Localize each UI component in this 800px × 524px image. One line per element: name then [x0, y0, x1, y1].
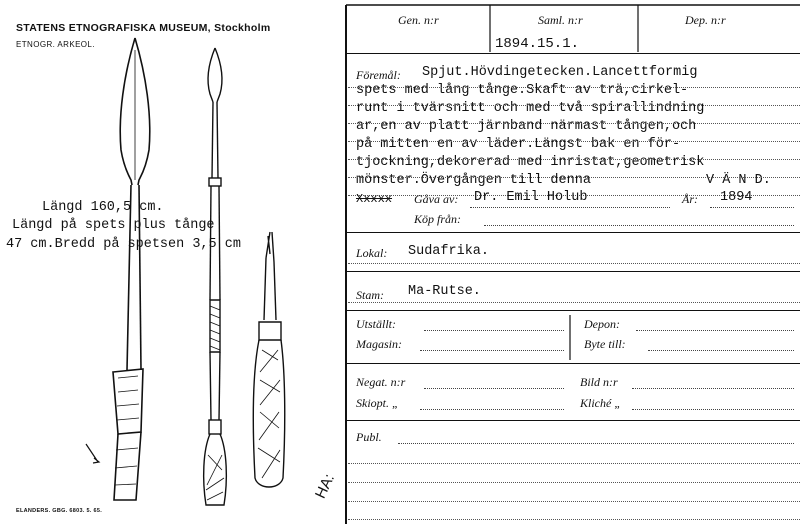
spear-middle	[204, 48, 227, 505]
desc-line-4: ar,en av platt järnband närmast tången,och	[356, 119, 697, 134]
bild-label: Bild n:r	[580, 375, 618, 389]
lokal-value: Sudafrika.	[408, 244, 490, 259]
museum-name: STATENS ETNOGRAFISKA MUSEUM, Stockholm	[16, 22, 271, 34]
stam-label: Stam:	[356, 288, 384, 302]
byte-label: Byte till:	[584, 337, 626, 351]
desc-line-1: Spjut.Hövdingetecken.Lancettformig	[422, 65, 698, 80]
measure-width: 47 cm.Bredd på spetsen 3,5 cm	[6, 237, 241, 252]
desc-line-7: mönster.Övergången till denna	[356, 173, 591, 188]
vand-note: V Ä N D.	[706, 173, 771, 188]
dep-label: Dep. n:r	[685, 13, 726, 27]
publ-label: Publ.	[356, 430, 382, 444]
department-label: ETNOGR. ARKEOL.	[16, 40, 95, 49]
kliche-label: Kliché „	[580, 396, 621, 410]
magasin-label: Magasin:	[356, 337, 402, 351]
saml-value: 1894.15.1.	[495, 36, 580, 52]
desc-line-5: på mitten en av läder.Längst bak en för-	[356, 137, 681, 152]
gen-label: Gen. n:r	[398, 13, 439, 27]
corner-mark: HA:	[312, 471, 338, 502]
gava-label: Gåva av:	[414, 192, 459, 206]
foremal-label: Föremål:	[356, 68, 401, 82]
spear-right	[253, 232, 284, 487]
desc-line-6: tjockning,dekorerad med inristat,geometrisk	[356, 155, 705, 170]
stam-value: Ma-Rutse.	[408, 284, 481, 299]
kop-label: Köp från:	[414, 212, 462, 226]
ar-value: 1894	[720, 190, 753, 205]
measure-blade: Längd på spets plus tånge	[12, 218, 215, 233]
struck-word: Xxxxx	[356, 192, 393, 206]
skiopt-label: Skiopt. „	[356, 396, 399, 410]
gava-value: Dr. Emil Holub	[474, 190, 588, 205]
saml-label: Saml. n:r	[538, 13, 583, 27]
printer-imprint: ELANDERS. GBG. 6803. 5. 65.	[16, 508, 103, 514]
negat-label: Negat. n:r	[356, 375, 406, 389]
depon-label: Depon:	[584, 317, 620, 331]
utstallt-label: Utställt:	[356, 317, 397, 331]
lokal-label: Lokal:	[356, 246, 388, 260]
desc-line-2: spets med lång tånge.Skaft av trä,cirkel-	[356, 83, 689, 98]
desc-line-3: runt i tvärsnitt och med två spirallindning	[356, 101, 705, 116]
measure-length: Längd 160,5 cm.	[42, 200, 164, 215]
ar-label: År:	[682, 192, 698, 206]
spear-left	[86, 38, 150, 500]
